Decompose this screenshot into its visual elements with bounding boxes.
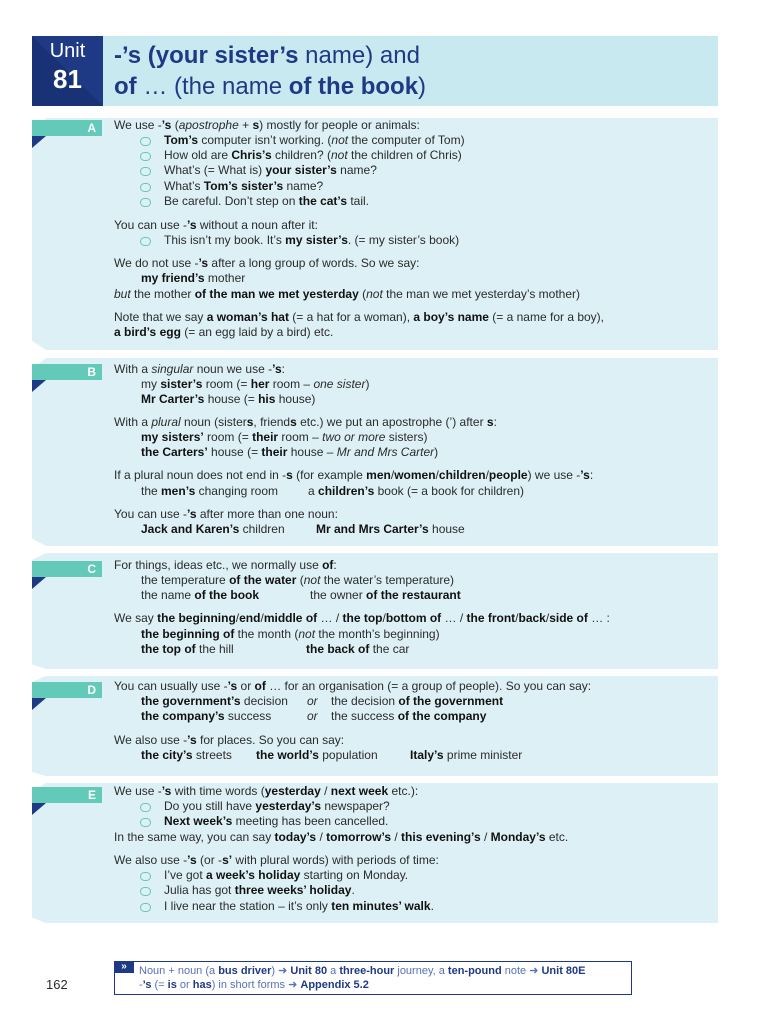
a-example-2: How old are Chris’s children? (not the children of Chris) xyxy=(164,148,462,162)
b-example-2: Mr Carter’s house (= his house) xyxy=(141,392,316,406)
b-line-4: You can use -’s after more than one noun: xyxy=(114,507,338,521)
c-example-4b: the back of the car xyxy=(306,642,410,656)
a-line-2: You can use -’s without a noun after it: xyxy=(114,218,318,232)
section-tag-c-corner xyxy=(32,577,46,589)
a-example-4: What’s Tom’s sister’s name? xyxy=(164,179,324,193)
b-example-5a: the men’s changing room xyxy=(141,484,278,498)
c-line-1: For things, ideas etc., we normally use of: xyxy=(114,558,337,572)
b-example-3: my sisters’ room (= their room – two or more sisters) xyxy=(141,430,428,444)
bullet-icon xyxy=(140,183,151,192)
d-example-2a: the company’s success xyxy=(141,709,272,723)
b-example-1: my sister’s room (= her room – one sister) xyxy=(141,377,370,391)
bullet-icon xyxy=(140,167,151,176)
e-example-4: Julia has got three weeks’ holiday. xyxy=(164,883,355,897)
e-example-3: I’ve got a week’s holiday starting on Monday. xyxy=(164,868,409,882)
e-line-1: We use -’s with time words (yesterday / next week etc.): xyxy=(114,784,419,798)
bullet-icon xyxy=(140,152,151,161)
c-example-3: the beginning of the month (not the month’s beginning) xyxy=(141,627,440,641)
a-line-1: We use -’s (apostrophe + s) mostly for people or animals: xyxy=(114,118,420,132)
e-example-1: Do you still have yesterday’s newspaper? xyxy=(164,799,390,813)
a-example-8: but the mother of the man we met yesterday (not the man we met yesterday’s mother) xyxy=(114,287,581,301)
c-example-1: the temperature of the water (not the water’s temperature) xyxy=(141,573,455,587)
page-number: 162 xyxy=(46,977,68,992)
unit-label: Unit xyxy=(49,40,86,62)
d-example-1-or: or xyxy=(307,694,318,708)
cross-reference-line-1[interactable]: Noun + noun (a bus driver) ➜ Unit 80 a three-hour journey, a ten-pound note ➜ Unit 80E xyxy=(139,965,586,977)
a-example-3: What’s (= What is) your sister’s name? xyxy=(164,163,377,177)
b-example-6a: Jack and Karen’s children xyxy=(141,522,285,536)
section-tag-e: E xyxy=(32,787,102,803)
section-tag-e-corner xyxy=(32,803,46,815)
b-line-1: With a singular noun we use -’s: xyxy=(114,362,285,376)
double-chevron-icon: » xyxy=(114,961,134,973)
a-line-3: We do not use -’s after a long group of words. So we say: xyxy=(114,256,420,270)
a-example-6: This isn’t my book. It’s my sister’s. (= my sister’s book) xyxy=(164,233,460,247)
d-example-2b: the success of the company xyxy=(331,709,487,723)
a-example-5: Be careful. Don’t step on the cat’s tail. xyxy=(164,194,370,208)
b-line-2: With a plural noun (sisters, friends etc.) we put an apostrophe (’) after s: xyxy=(114,415,497,429)
e-line-2: In the same way, you can say today’s / tomorrow’s / this evening’s / Monday’s etc. xyxy=(114,830,569,844)
d-example-2-or: or xyxy=(307,709,318,723)
c-line-2: We say the beginning/end/middle of … / the top/bottom of … / the front/back/side of … : xyxy=(114,611,610,625)
a-example-7: my friend’s mother xyxy=(141,271,246,285)
d-example-1a: the government’s decision xyxy=(141,694,288,708)
e-line-3: We also use -’s (or -s’ with plural words) with periods of time: xyxy=(114,853,439,867)
section-tag-d: D xyxy=(32,682,102,698)
d-example-3c: Italy’s prime minister xyxy=(410,748,523,762)
bullet-icon xyxy=(140,887,151,896)
b-line-3: If a plural noun does not end in -s (for example men/women/children/people) we use -’s: xyxy=(114,468,594,482)
e-example-5: I live near the station – it’s only ten minutes’ walk. xyxy=(164,899,434,913)
e-example-2: Next week’s meeting has been cancelled. xyxy=(164,814,389,828)
section-tag-b: B xyxy=(32,364,102,380)
section-tag-c: C xyxy=(32,561,102,577)
title-line-1: -’s (your sister’s name) and xyxy=(114,42,420,69)
d-line-2: We also use -’s for places. So you can say: xyxy=(114,733,345,747)
bullet-icon xyxy=(140,237,151,246)
bullet-icon xyxy=(140,903,151,912)
bullet-icon xyxy=(140,818,151,827)
unit-number: 81 xyxy=(53,64,82,94)
title-line-2: of … (the name of the book) xyxy=(114,73,427,100)
section-tag-a: A xyxy=(32,120,102,136)
c-example-2a: the name of the book xyxy=(141,588,260,602)
bullet-icon xyxy=(140,198,151,207)
b-example-6b: Mr and Mrs Carter’s house xyxy=(316,522,465,536)
bullet-icon xyxy=(140,872,151,881)
unit-badge xyxy=(32,36,103,106)
a-line-5: a bird’s egg (= an egg laid by a bird) etc. xyxy=(114,325,334,339)
bullet-icon xyxy=(140,803,151,812)
a-line-4: Note that we say a woman’s hat (= a hat for a woman), a boy’s name (= a name for a boy), xyxy=(114,310,605,324)
bullet-icon xyxy=(140,137,151,146)
section-tag-d-corner xyxy=(32,698,46,710)
a-example-1: Tom’s computer isn’t working. (not the computer of Tom) xyxy=(164,133,465,147)
b-example-4: the Carters’ house (= their house – Mr and Mrs Carter) xyxy=(141,445,439,459)
d-example-3a: the city’s streets xyxy=(141,748,232,762)
page-title xyxy=(114,40,426,102)
section-tag-a-corner xyxy=(32,136,46,148)
d-example-3b: the world’s population xyxy=(256,748,378,762)
cross-reference-line-2[interactable]: -’s (= is or has) in short forms ➜ Appendix 5.2 xyxy=(139,979,369,991)
d-line-1: You can usually use -’s or of … for an organisation (= a group of people). So you can say: xyxy=(114,679,592,693)
c-example-2b: the owner of the restaurant xyxy=(310,588,461,602)
c-example-4a: the top of the hill xyxy=(141,642,234,656)
b-example-5b: a children’s book (= a book for children) xyxy=(308,484,525,498)
section-tag-b-corner xyxy=(32,380,46,392)
d-example-1b: the decision of the government xyxy=(331,694,504,708)
